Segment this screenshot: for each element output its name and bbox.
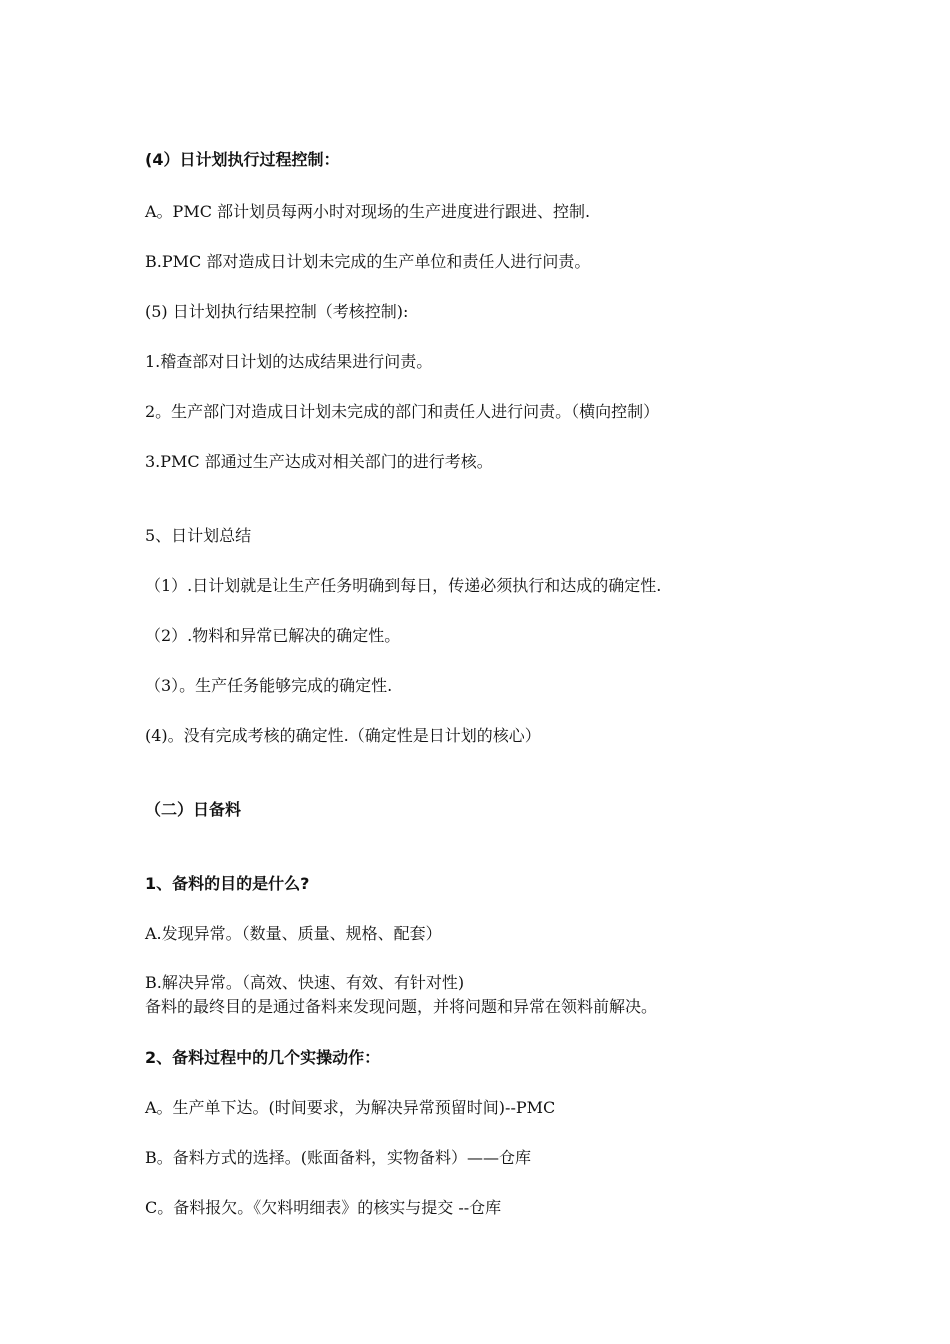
summary-item-4: (4)。没有完成考核的确定性.（确定性是日计划的核心）	[145, 726, 541, 745]
section4-item-b: B.PMC 部对造成日计划未完成的生产单位和责任人进行问责。	[145, 252, 591, 271]
summary-item-2: （2）.物料和异常已解决的确定性。	[145, 626, 401, 645]
question1-item-b: B.解决异常。（高效、快速、有效、有针对性)	[145, 973, 465, 992]
section4-item-a: A。PMC 部计划员每两小时对现场的生产进度进行跟进、控制.	[145, 202, 591, 221]
part2-heading: （二）日备料	[145, 800, 242, 819]
section5-item-1: 1.稽查部对日计划的达成结果进行问责。	[145, 352, 433, 371]
question1-note: 备料的最终目的是通过备料来发现问题，并将问题和异常在领料前解决。	[145, 997, 658, 1016]
summary-heading: 5、日计划总结	[145, 526, 252, 545]
section4-heading: (4）日计划执行过程控制：	[145, 150, 340, 169]
summary-item-3: （3）。生产任务能够完成的确定性.	[145, 676, 393, 695]
question1-item-a: A.发现异常。（数量、质量、规格、配套）	[145, 924, 442, 943]
question2-item-b: B。备料方式的选择。(账面备料，实物备料）——仓库	[145, 1148, 532, 1167]
section5-heading: (5) 日计划执行结果控制（考核控制):	[145, 302, 409, 321]
section5-item-2: 2。生产部门对造成日计划未完成的部门和责任人进行问责。（横向控制）	[145, 402, 660, 421]
question2-heading: 2、备料过程中的几个实操动作：	[145, 1048, 381, 1067]
question2-item-c: C。备料报欠。《欠料明细表》的核实与提交 --仓库	[145, 1198, 502, 1217]
summary-item-1: （1）.日计划就是让生产任务明确到每日，传递必须执行和达成的确定性.	[145, 576, 662, 595]
question2-item-a: A。生产单下达。(时间要求，为解决异常预留时间)--PMC	[145, 1098, 556, 1117]
section5-item-3: 3.PMC 部通过生产达成对相关部门的进行考核。	[145, 452, 493, 471]
question1-heading: 1、备料的目的是什么?	[145, 874, 310, 893]
